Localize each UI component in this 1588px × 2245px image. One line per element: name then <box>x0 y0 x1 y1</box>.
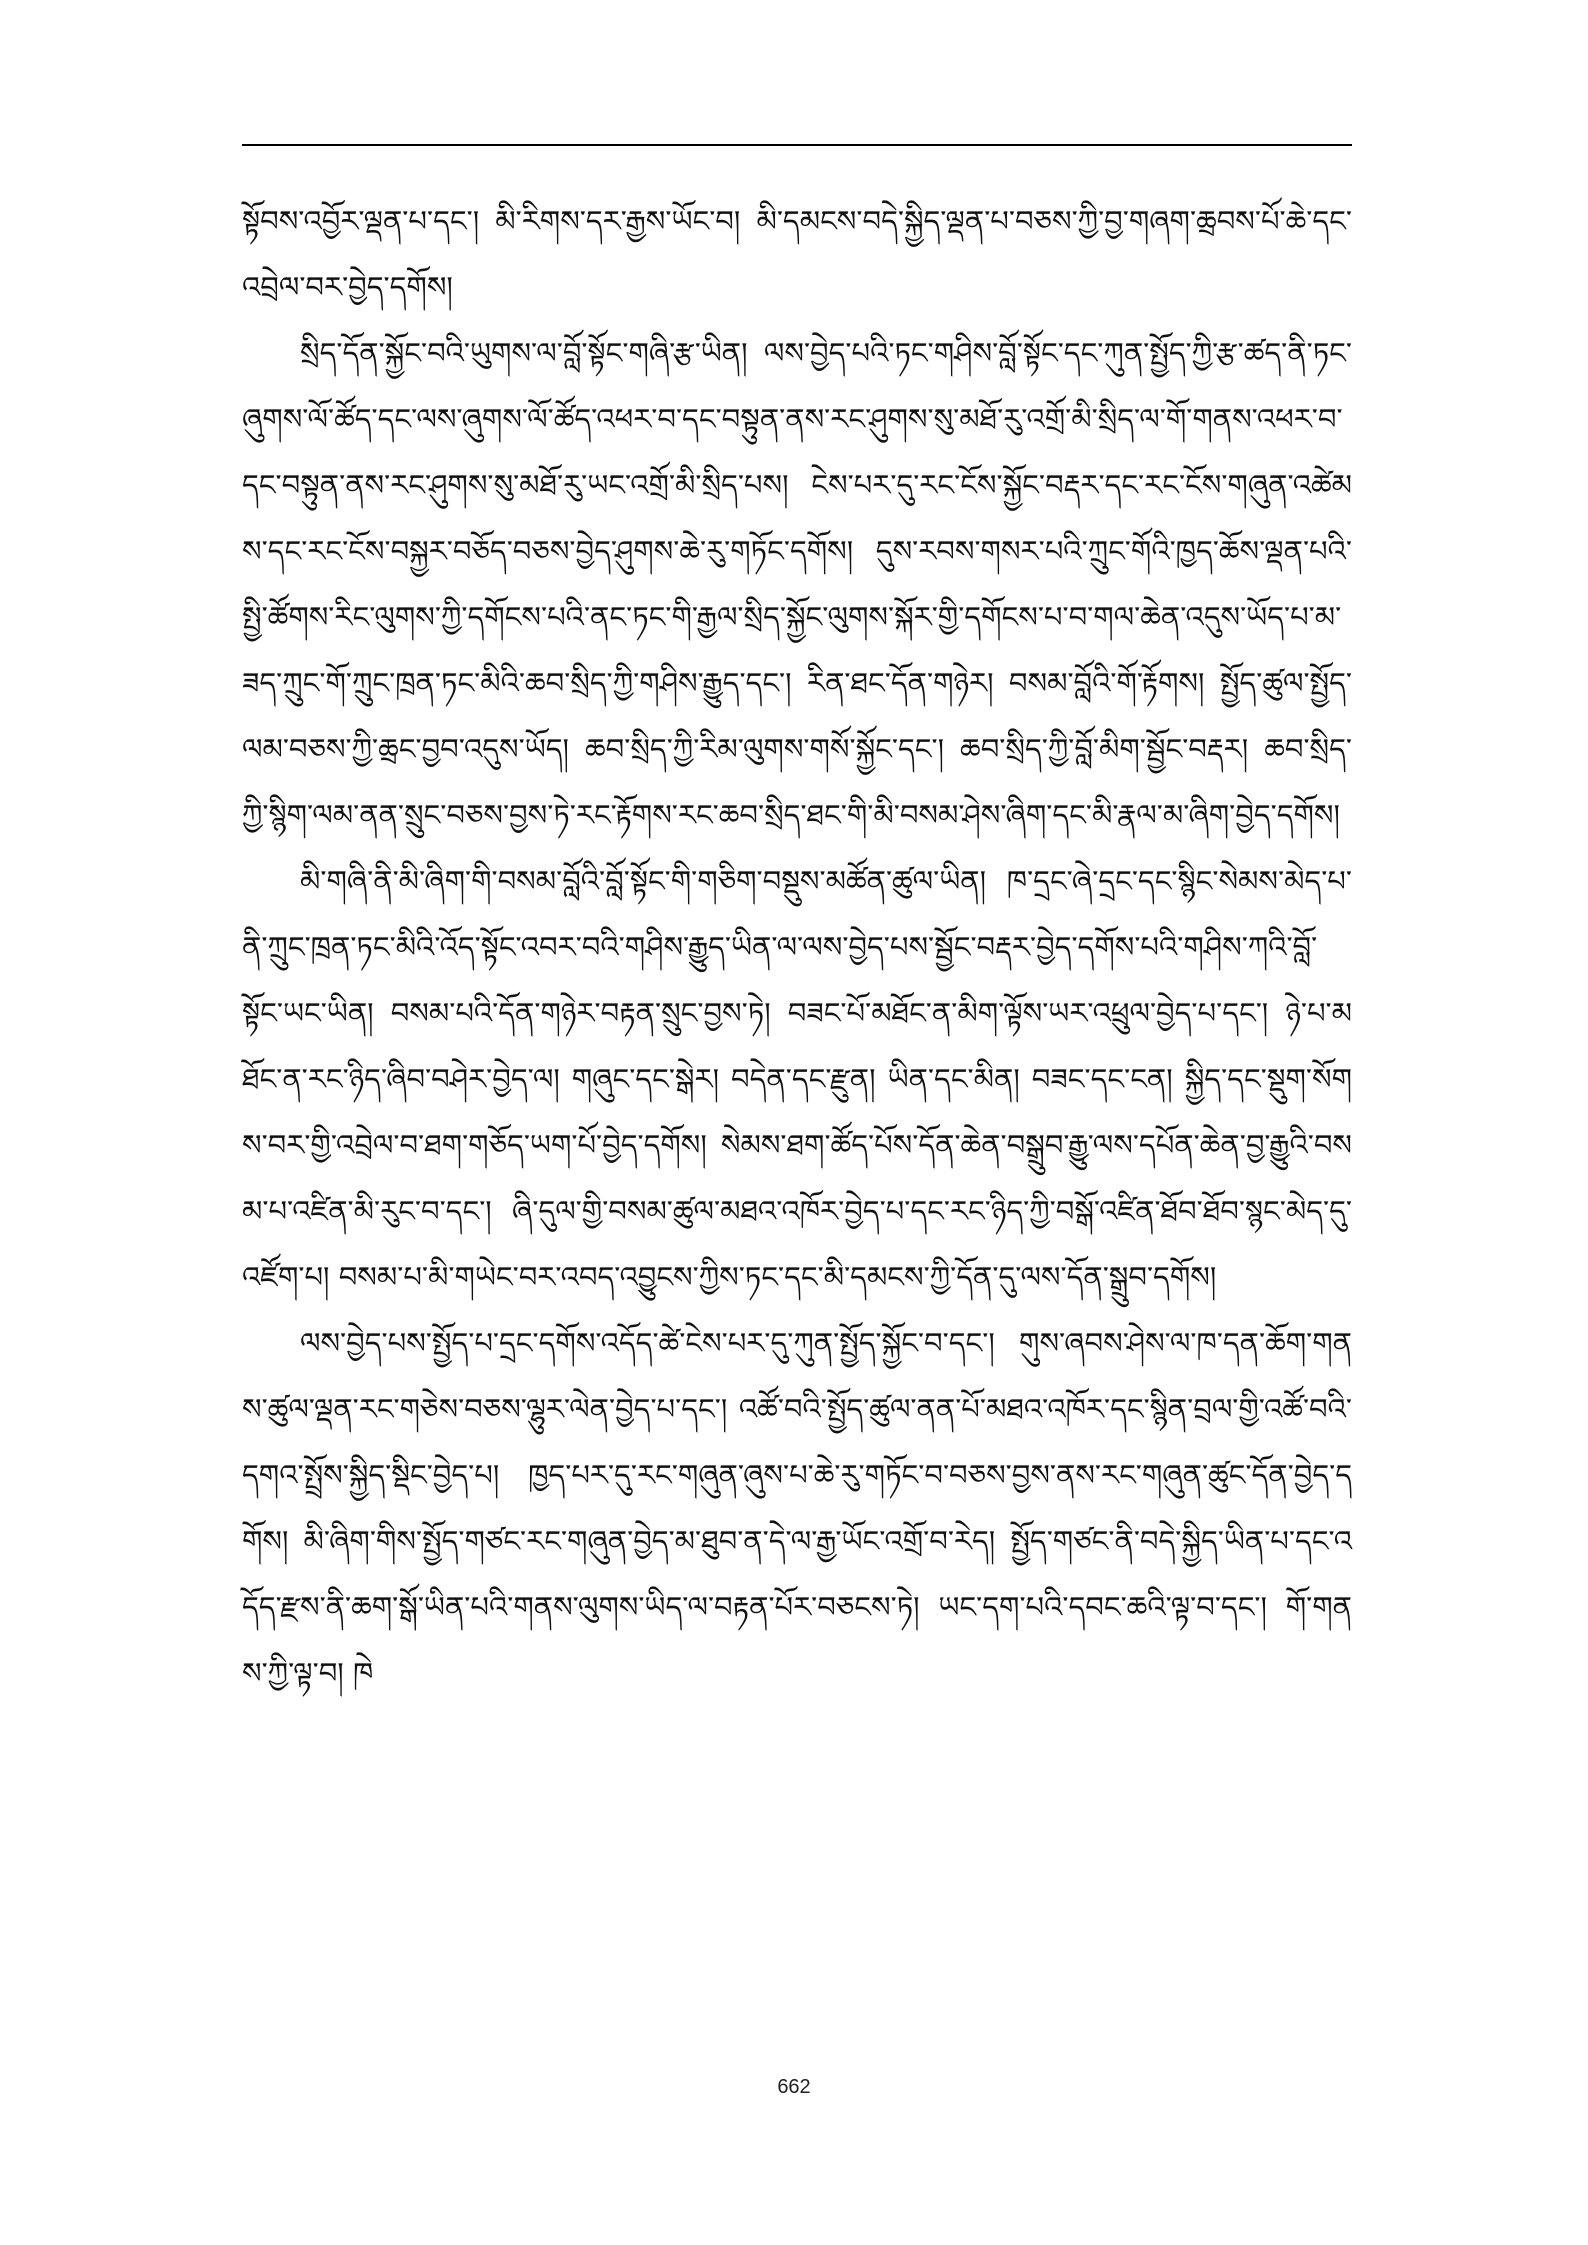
paragraph-4: ལས་བྱེད་པས་སྤྱོད་པ་དྲང་དགོས་འདོད་ཚེ་ངེས་པར་དུ་ཀུན་སྤྱོད་སྐྱོང་བ་དང་། གུས་ཞབས་ཤེས་ལ་ཁ་དན་ཆོག་གནས་ཚུལ་ལྡན་རང་གཅེས་བཅས་ལྷུར་ལེན་བྱེད་པ་དང་། འཚོ་བའི་སྤྱོད་ཚུལ་ནན་པོ་མཐའ་འཁོར་དང་སྙིན་བྲལ་གྱི་འཚོ་བའི་དགའ་སྤྲོས་སྐྱིད་སྡིང་བྱེད་པ། ཁྱད་པར་དུ་རང་གཞུན་ཞུས་པ་ཆེ་རུ་གཏོང་བ་བཅས་བྱས་ནས་རང་གཞུན་ཚུང་དོན་བྱེད་དགོས། མི་ཞིག་གིས་སྤྱོད་གཙང་རང་གཞུན་བྱེད་མ་ཐུབ་ན་དེ་ལ་རྒྱ་ཡོང་འགྲོ་བ་རེད། སྤྱོད་གཙང་ནི་བདེ་སྐྱིད་ཡིན་པ་དང་འདོད་རྫས་ནི་ཆག་སྒོ་ཡིན་པའི་གནས་ལུགས་ཡིད་ལ་བརྟན་པོར་བཅངས་ཏེ། ཡང་དག་པའི་དབང་ཆའི་ལྟ་བ་དང་། གོ་གནས་ཀྱི་ལྟ་བ། ཁེ <box>242 1326 1352 1690</box>
document-body <box>242 188 1352 1706</box>
header-rule <box>242 144 1352 146</box>
paragraph-2: སྲིད་དོན་སྐྱོང་བའི་ཡུགས་ལ་བློ་སྟོང་གཞི་རྩ་ཡིན། ལས་བྱེད་པའི་ཏང་གཤིས་བློ་སྟོང་དང་ཀུན་སྤྱོད་ཀྱི་རྩ་ཚད་ནི་ཏང་ཞུགས་ལོ་ཚོད་དང་ལས་ཞུགས་ལོ་ཚོད་འཕར་བ་དང་བསྟུན་ནས་རང་ཤུགས་སུ་མཐོ་རུ་འགྲོ་མི་སྲིད་ལ་གོ་གནས་འཕར་བ་དང་བསྟུན་ནས་རང་ཤུགས་སུ་མཐོ་རུ་ཡང་འགྲོ་མི་སྲིད་པས། ངེས་པར་དུ་རང་ངོས་སྐྱོང་བརྡར་དང་རང་ངོས་གཞུན་འཚེམས་དང་རང་ངོས་བསྐྱར་བཅོད་བཅས་བྱེད་ཤུགས་ཆེ་རུ་གཏོང་དགོས། དུས་རབས་གསར་པའི་ཀྲུང་གོའི་ཁྱད་ཆོས་ལྡན་པའི་སྤྱི་ཚོགས་རིང་ལུགས་ཀྱི་དགོངས་པའི་ནང་ཏང་གི་རྒྱལ་སྲིད་སྐྱོང་ལུགས་སྐོར་གྱི་དགོངས་པ་བ་གལ་ཆེན་འདུས་ཡོད་པ་མ་ཟད་ཀྲུང་གོ་ཀྲུང་ཁྲན་ཏང་མིའི་ཆབ་སྲིད་ཀྱི་གཤིས་རྒྱུད་དང་། རིན་ཐང་དོན་གཉེར། བསམ་བློའི་གོ་རྟོགས། སྤྱོད་ཚུལ་སྤྱོད་ལམ་བཅས་ཀྱི་ཆྲང་བྱབ་འདུས་ཡོད། ཆབ་སྲིད་ཀྱི་རིམ་ལུགས་གསོ་སྐྱོང་དང་། ཆབ་སྲིད་ཀྱི་བློ་མིག་སྦྱོང་བརྡར། ཆབ་སྲིད་ཀྱི་སྙིག་ལམ་ནན་སྲུང་བཅས་བྱས་ཏེ་རང་རྟོགས་རང་ཆབ་སྲིད་ཐང་གི་མི་བསམ་ཤེས་ཞིག་དང་མི་རྣལ་མ་ཞིག་བྱེད་དགོས། <box>242 336 1352 832</box>
paragraph-1: སྟོབས་འབྱོར་ལྡན་པ་དང་། མི་རིགས་དར་རྒྱས་ཡོང་བ། མི་དམངས་བདེ་སྐྱིད་ལྡན་པ་བཅས་ཀྱི་བྱ་གཞག་ཆྲབས་པོ་ཆེ་དང་འབྲེལ་བར་བྱེད་དགོས། <box>242 204 1352 304</box>
page-number: 662 <box>777 2076 811 2098</box>
paragraph-3: མི་གཞི་ནི་མི་ཞིག་གི་བསམ་བློའི་བློ་སྟོང་གི་གཅིག་བསྡུས་མཚོན་ཚུལ་ཡིན། ཁ་དྲང་ཞེ་དྲང་དང་སྙིང་སེམས་མེད་པ་ནི་ཀྲུང་ཁྲན་ཏང་མིའི་འོད་སྟོང་འབར་བའི་གཤིས་རྒྱུད་ཡིན་ལ་ལས་བྱེད་པས་སྦྱོང་བརྡར་བྱེད་དགོས་པའི་གཤིས་ཀའི་བློ་སྟོང་ཡང་ཡིན། བསམ་པའི་དོན་གཉེར་བརྟན་སྲུང་བྱས་ཏེ། བཟང་པོ་མཐོང་ན་མིག་ལྟོས་ཡར་འཕྲུལ་བྱེད་པ་དང་། ཉེ་པ་མཐོང་ན་རང་ཉིད་ཞིབ་བཤེར་བྱེད་ལ། གཞུང་དང་སྒེར། བདེན་དང་རྫུན། ཡིན་དང་མིན། བཟང་དང་ངན། སྐྱིད་དང་སྡུག་སོགས་བར་གྱི་འབྲེལ་བ་ཐག་གཅོད་ཡག་པོ་བྱེད་དགོས། སེམས་ཐག་ཚོད་པོས་དོན་ཆེན་བསྒྲུབ་རྒྱུ་ལས་དཔོན་ཆེན་བྱ་རྒྱུའི་བསམ་པ་འཛིན་མི་རུང་བ་དང་། ཞི་དུལ་གྱི་བསམ་ཚུལ་མཐའ་འཁོར་བྱེད་པ་དང་རང་ཉིད་ཀྱི་བསྒོ་འཛིན་ཐོབ་ཐོབ་སྙང་མེད་དུ་འཛོག་པ། བསམ་པ་མི་གཡེང་བར་འབད་འབྱུངས་ཀྱིས་ཏང་དང་མི་དམངས་ཀྱི་དོན་དུ་ལས་དོན་སྒྲུབ་དགོས། <box>242 864 1352 1294</box>
